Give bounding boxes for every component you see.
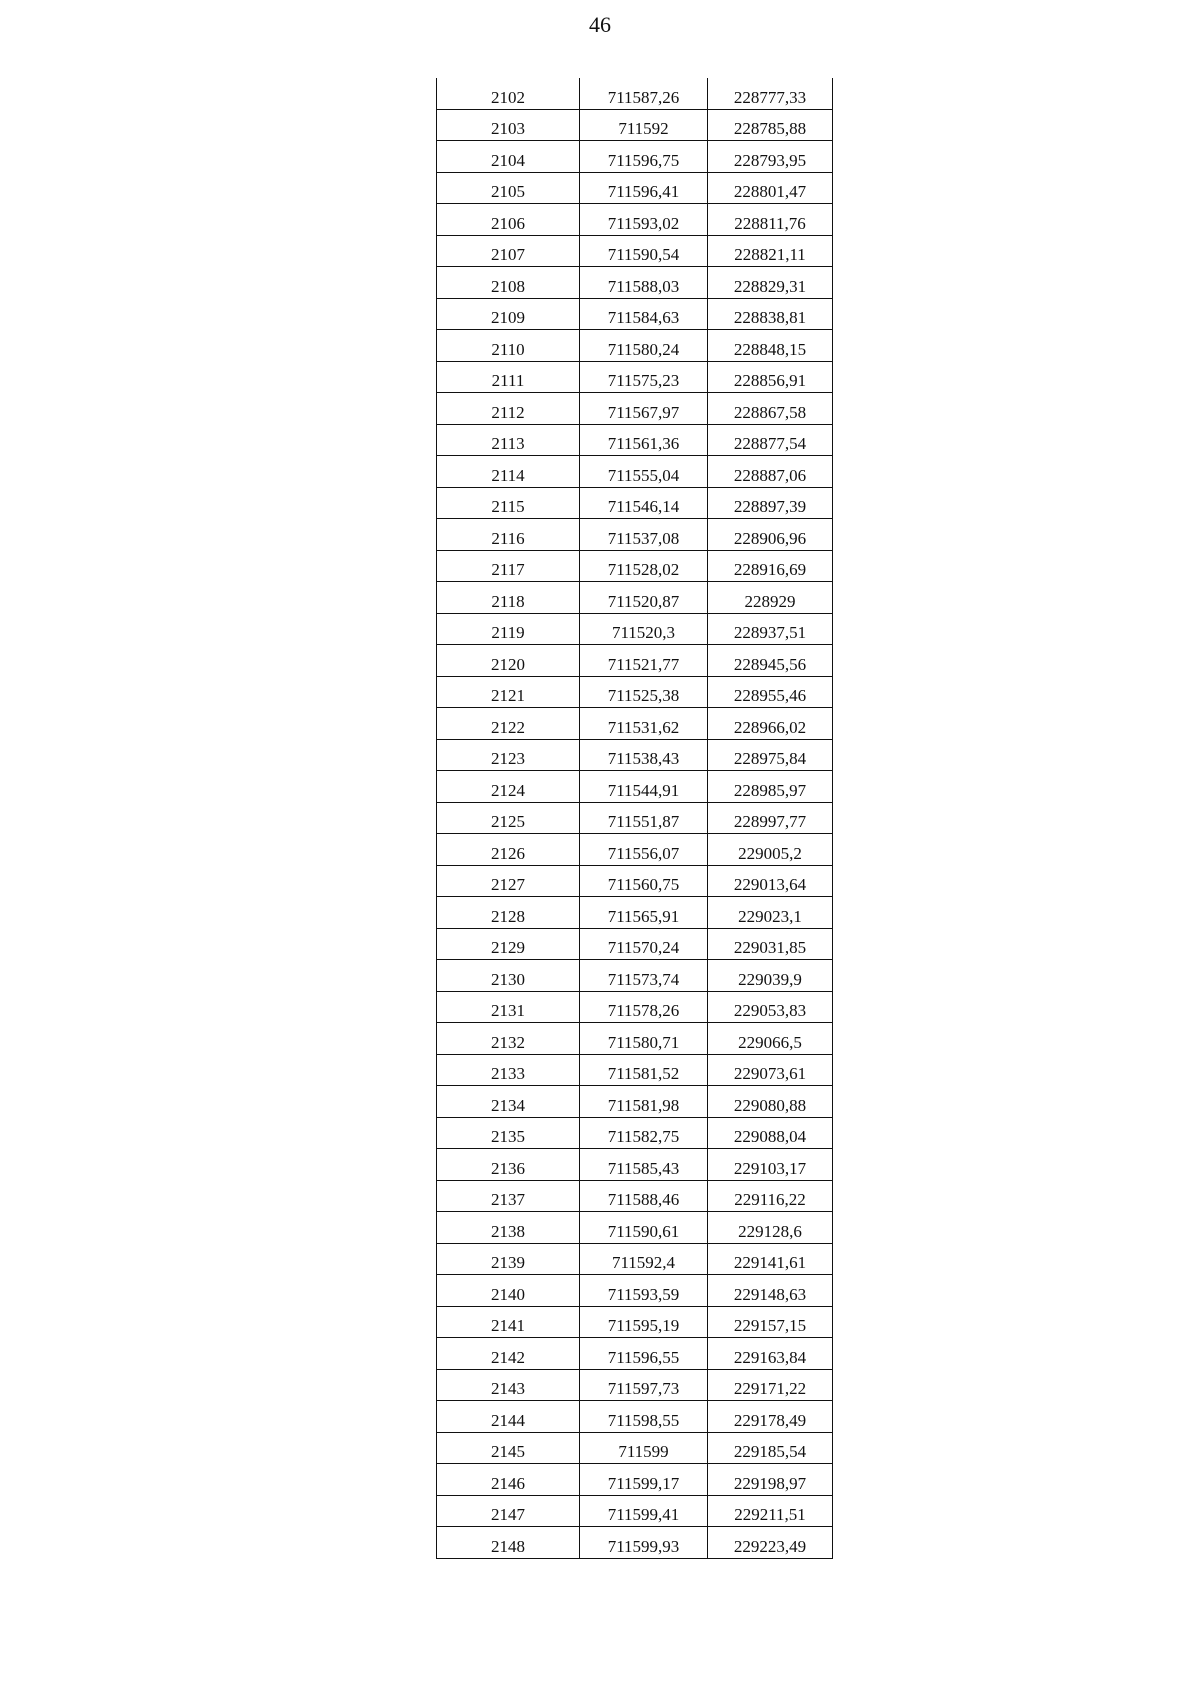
point-number-cell: 2146 [437, 1464, 580, 1496]
x-coordinate-cell: 711597,73 [580, 1369, 708, 1401]
y-coordinate-cell: 229171,22 [708, 1369, 833, 1401]
x-coordinate-cell: 711544,91 [580, 771, 708, 803]
x-coordinate-cell: 711595,19 [580, 1306, 708, 1338]
coordinates-table-body [437, 78, 833, 1558]
point-number-cell: 2110 [437, 330, 580, 362]
point-number-cell: 2102 [437, 78, 580, 109]
y-coordinate-cell: 228955,46 [708, 676, 833, 708]
table-row [437, 141, 833, 173]
x-coordinate-cell: 711555,04 [580, 456, 708, 488]
y-coordinate-cell: 228867,58 [708, 393, 833, 425]
point-number-cell: 2129 [437, 928, 580, 960]
point-number-cell: 2124 [437, 771, 580, 803]
x-coordinate-cell: 711584,63 [580, 298, 708, 330]
y-coordinate-cell: 228829,31 [708, 267, 833, 299]
y-coordinate-cell: 228838,81 [708, 298, 833, 330]
point-number-cell: 2141 [437, 1306, 580, 1338]
point-number-cell: 2143 [437, 1369, 580, 1401]
x-coordinate-cell: 711556,07 [580, 834, 708, 866]
y-coordinate-cell: 228945,56 [708, 645, 833, 677]
x-coordinate-cell: 711585,43 [580, 1149, 708, 1181]
table-row [437, 708, 833, 740]
table-row [437, 1495, 833, 1527]
y-coordinate-cell: 228821,11 [708, 235, 833, 267]
x-coordinate-cell: 711592,4 [580, 1243, 708, 1275]
y-coordinate-cell: 229073,61 [708, 1054, 833, 1086]
y-coordinate-cell: 229080,88 [708, 1086, 833, 1118]
point-number-cell: 2114 [437, 456, 580, 488]
table-row [437, 991, 833, 1023]
point-number-cell: 2103 [437, 109, 580, 141]
point-number-cell: 2144 [437, 1401, 580, 1433]
table-row [437, 834, 833, 866]
x-coordinate-cell: 711581,98 [580, 1086, 708, 1118]
x-coordinate-cell: 711561,36 [580, 424, 708, 456]
point-number-cell: 2132 [437, 1023, 580, 1055]
table-row [437, 928, 833, 960]
table-row [437, 487, 833, 519]
point-number-cell: 2145 [437, 1432, 580, 1464]
point-number-cell: 2130 [437, 960, 580, 992]
x-coordinate-cell: 711587,26 [580, 78, 708, 109]
y-coordinate-cell: 229039,9 [708, 960, 833, 992]
x-coordinate-cell: 711551,87 [580, 802, 708, 834]
x-coordinate-cell: 711567,97 [580, 393, 708, 425]
y-coordinate-cell: 229185,54 [708, 1432, 833, 1464]
x-coordinate-cell: 711573,74 [580, 960, 708, 992]
point-number-cell: 2125 [437, 802, 580, 834]
x-coordinate-cell: 711599,93 [580, 1527, 708, 1559]
y-coordinate-cell: 229013,64 [708, 865, 833, 897]
x-coordinate-cell: 711593,02 [580, 204, 708, 236]
table-row [437, 1117, 833, 1149]
y-coordinate-cell: 229141,61 [708, 1243, 833, 1275]
table-row [437, 1212, 833, 1244]
x-coordinate-cell: 711588,46 [580, 1180, 708, 1212]
table-row [437, 582, 833, 614]
y-coordinate-cell: 228897,39 [708, 487, 833, 519]
point-number-cell: 2131 [437, 991, 580, 1023]
point-number-cell: 2123 [437, 739, 580, 771]
point-number-cell: 2105 [437, 172, 580, 204]
x-coordinate-cell: 711546,14 [580, 487, 708, 519]
y-coordinate-cell: 228777,33 [708, 78, 833, 109]
table-row [437, 1527, 833, 1559]
x-coordinate-cell: 711537,08 [580, 519, 708, 551]
x-coordinate-cell: 711590,54 [580, 235, 708, 267]
y-coordinate-cell: 229148,63 [708, 1275, 833, 1307]
x-coordinate-cell: 711538,43 [580, 739, 708, 771]
y-coordinate-cell: 228975,84 [708, 739, 833, 771]
table-row [437, 1432, 833, 1464]
point-number-cell: 2147 [437, 1495, 580, 1527]
point-number-cell: 2120 [437, 645, 580, 677]
x-coordinate-cell: 711521,77 [580, 645, 708, 677]
table-row [437, 960, 833, 992]
x-coordinate-cell: 711531,62 [580, 708, 708, 740]
table-row [437, 771, 833, 803]
y-coordinate-cell: 228916,69 [708, 550, 833, 582]
x-coordinate-cell: 711598,55 [580, 1401, 708, 1433]
table-row [437, 1054, 833, 1086]
y-coordinate-cell: 229053,83 [708, 991, 833, 1023]
y-coordinate-cell: 228985,97 [708, 771, 833, 803]
x-coordinate-cell: 711580,71 [580, 1023, 708, 1055]
table-row [437, 1464, 833, 1496]
table-row [437, 1338, 833, 1370]
y-coordinate-cell: 228877,54 [708, 424, 833, 456]
point-number-cell: 2134 [437, 1086, 580, 1118]
point-number-cell: 2107 [437, 235, 580, 267]
table-row [437, 204, 833, 236]
point-number-cell: 2137 [437, 1180, 580, 1212]
x-coordinate-cell: 711520,3 [580, 613, 708, 645]
table-row [437, 1401, 833, 1433]
y-coordinate-cell: 228966,02 [708, 708, 833, 740]
y-coordinate-cell: 229116,22 [708, 1180, 833, 1212]
y-coordinate-cell: 228848,15 [708, 330, 833, 362]
point-number-cell: 2115 [437, 487, 580, 519]
y-coordinate-cell: 228856,91 [708, 361, 833, 393]
y-coordinate-cell: 228929 [708, 582, 833, 614]
point-number-cell: 2139 [437, 1243, 580, 1275]
table-row [437, 172, 833, 204]
table-row [437, 1149, 833, 1181]
x-coordinate-cell: 711596,41 [580, 172, 708, 204]
table-row [437, 1243, 833, 1275]
table-row [437, 865, 833, 897]
x-coordinate-cell: 711596,55 [580, 1338, 708, 1370]
x-coordinate-cell: 711580,24 [580, 330, 708, 362]
point-number-cell: 2138 [437, 1212, 580, 1244]
y-coordinate-cell: 229157,15 [708, 1306, 833, 1338]
y-coordinate-cell: 229198,97 [708, 1464, 833, 1496]
x-coordinate-cell: 711570,24 [580, 928, 708, 960]
x-coordinate-cell: 711520,87 [580, 582, 708, 614]
x-coordinate-cell: 711528,02 [580, 550, 708, 582]
table-row [437, 645, 833, 677]
table-row [437, 424, 833, 456]
table-row [437, 109, 833, 141]
x-coordinate-cell: 711590,61 [580, 1212, 708, 1244]
y-coordinate-cell: 229103,17 [708, 1149, 833, 1181]
y-coordinate-cell: 228937,51 [708, 613, 833, 645]
point-number-cell: 2109 [437, 298, 580, 330]
point-number-cell: 2112 [437, 393, 580, 425]
point-number-cell: 2133 [437, 1054, 580, 1086]
point-number-cell: 2111 [437, 361, 580, 393]
point-number-cell: 2116 [437, 519, 580, 551]
point-number-cell: 2128 [437, 897, 580, 929]
point-number-cell: 2122 [437, 708, 580, 740]
x-coordinate-cell: 711525,38 [580, 676, 708, 708]
table-row [437, 802, 833, 834]
point-number-cell: 2121 [437, 676, 580, 708]
table-row [437, 456, 833, 488]
y-coordinate-cell: 229005,2 [708, 834, 833, 866]
x-coordinate-cell: 711588,03 [580, 267, 708, 299]
y-coordinate-cell: 229178,49 [708, 1401, 833, 1433]
x-coordinate-cell: 711560,75 [580, 865, 708, 897]
x-coordinate-cell: 711565,91 [580, 897, 708, 929]
table-row [437, 550, 833, 582]
x-coordinate-cell: 711592 [580, 109, 708, 141]
point-number-cell: 2136 [437, 1149, 580, 1181]
table-row [437, 1180, 833, 1212]
y-coordinate-cell: 228887,06 [708, 456, 833, 488]
y-coordinate-cell: 229031,85 [708, 928, 833, 960]
table-row [437, 897, 833, 929]
table-row [437, 1086, 833, 1118]
point-number-cell: 2117 [437, 550, 580, 582]
x-coordinate-cell: 711599 [580, 1432, 708, 1464]
table-row [437, 267, 833, 299]
coordinates-table [436, 78, 833, 1559]
table-row [437, 393, 833, 425]
y-coordinate-cell: 228906,96 [708, 519, 833, 551]
point-number-cell: 2108 [437, 267, 580, 299]
table-row [437, 739, 833, 771]
table-row [437, 1369, 833, 1401]
point-number-cell: 2140 [437, 1275, 580, 1307]
table-row [437, 1275, 833, 1307]
y-coordinate-cell: 228801,47 [708, 172, 833, 204]
y-coordinate-cell: 229088,04 [708, 1117, 833, 1149]
x-coordinate-cell: 711596,75 [580, 141, 708, 173]
x-coordinate-cell: 711578,26 [580, 991, 708, 1023]
table-row [437, 330, 833, 362]
x-coordinate-cell: 711599,41 [580, 1495, 708, 1527]
y-coordinate-cell: 229128,6 [708, 1212, 833, 1244]
y-coordinate-cell: 229211,51 [708, 1495, 833, 1527]
table-row [437, 1023, 833, 1055]
table-row [437, 1306, 833, 1338]
point-number-cell: 2106 [437, 204, 580, 236]
page-number: 46 [589, 12, 611, 37]
x-coordinate-cell: 711582,75 [580, 1117, 708, 1149]
y-coordinate-cell: 229066,5 [708, 1023, 833, 1055]
y-coordinate-cell: 228997,77 [708, 802, 833, 834]
table-row [437, 235, 833, 267]
table-row [437, 298, 833, 330]
x-coordinate-cell: 711575,23 [580, 361, 708, 393]
table-row [437, 613, 833, 645]
point-number-cell: 2126 [437, 834, 580, 866]
point-number-cell: 2148 [437, 1527, 580, 1559]
x-coordinate-cell: 711593,59 [580, 1275, 708, 1307]
y-coordinate-cell: 228811,76 [708, 204, 833, 236]
table-row [437, 519, 833, 551]
table-row [437, 78, 833, 109]
table-row [437, 676, 833, 708]
point-number-cell: 2142 [437, 1338, 580, 1370]
point-number-cell: 2104 [437, 141, 580, 173]
y-coordinate-cell: 228793,95 [708, 141, 833, 173]
y-coordinate-cell: 229223,49 [708, 1527, 833, 1559]
table-row [437, 361, 833, 393]
x-coordinate-cell: 711599,17 [580, 1464, 708, 1496]
y-coordinate-cell: 229163,84 [708, 1338, 833, 1370]
point-number-cell: 2135 [437, 1117, 580, 1149]
point-number-cell: 2127 [437, 865, 580, 897]
point-number-cell: 2113 [437, 424, 580, 456]
x-coordinate-cell: 711581,52 [580, 1054, 708, 1086]
point-number-cell: 2118 [437, 582, 580, 614]
point-number-cell: 2119 [437, 613, 580, 645]
y-coordinate-cell: 228785,88 [708, 109, 833, 141]
y-coordinate-cell: 229023,1 [708, 897, 833, 929]
